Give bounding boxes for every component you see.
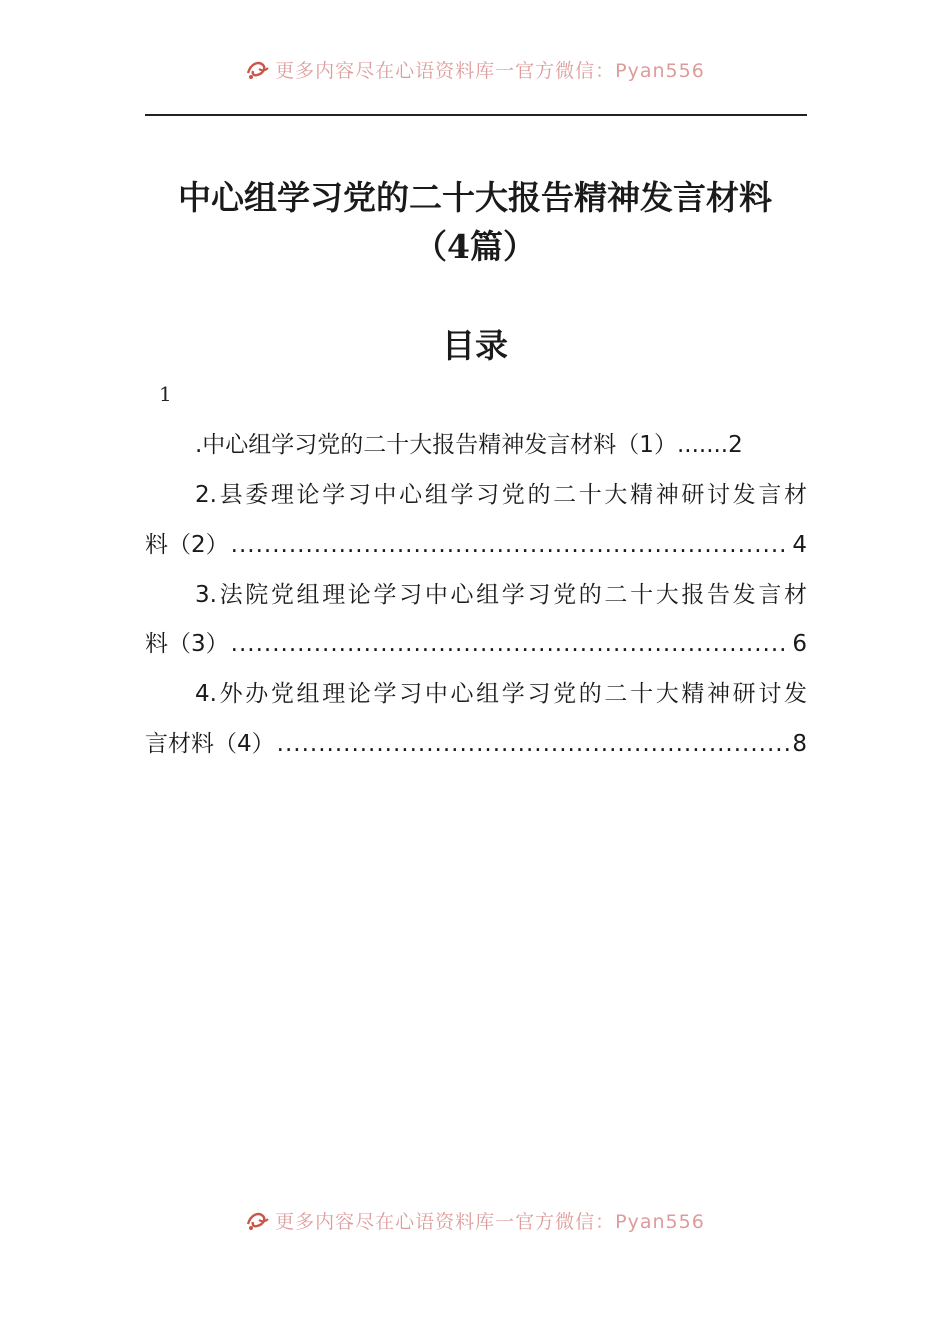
header-watermark [0, 56, 950, 83]
document-title: 中心组学习党的二十大报告精神发言材料 [178, 178, 772, 217]
footer-watermark-text: 更多内容尽在心语资料库一官方微信：Pyan556 [275, 1211, 705, 1233]
toc-leader-dots [277, 729, 791, 759]
toc-entry-4-text: 4.外办党组理论学习中心组学习党的二十大精神研讨发 [195, 681, 807, 707]
logo-icon [245, 1210, 271, 1232]
toc-leader-dots [231, 629, 791, 659]
toc-entry-3[interactable] [195, 580, 807, 610]
header-watermark-text: 更多内容尽在心语资料库一官方微信：Pyan556 [275, 60, 705, 82]
document-title-count: （4篇） [414, 227, 536, 266]
toc-entry-2-text: 2.县委理论学习中心组学习党的二十大精神研讨发言材 [195, 482, 807, 508]
toc-entry-1[interactable] [195, 430, 743, 460]
toc-entry-2-text-cont: 料（2） [145, 532, 229, 558]
toc-entry-4-cont[interactable] [145, 729, 807, 759]
toc-entry-4[interactable] [195, 679, 807, 709]
toc-entry-3-cont[interactable] [145, 629, 807, 659]
toc-entry-2[interactable] [195, 480, 807, 510]
logo-icon [245, 59, 271, 81]
toc-entry-3-page: 6 [792, 631, 807, 657]
toc-entry-4-page: 8 [792, 731, 807, 757]
toc-entry-3-text-cont: 料（3） [145, 631, 229, 657]
toc-entry-4-text-cont: 言材料（4） [145, 731, 275, 757]
toc-entry-2-page: 4 [792, 532, 807, 558]
toc-leader-dots [231, 530, 791, 560]
toc-entry-1-text: .中心组学习党的二十大报告精神发言材料（1）.......2 [195, 432, 743, 458]
toc-entry-2-cont[interactable] [145, 530, 807, 560]
footer-watermark [0, 1207, 950, 1234]
toc-entry-3-text: 3.法院党组理论学习中心组学习党的二十大报告发言材 [195, 582, 807, 608]
toc-heading: 目录 [442, 326, 508, 365]
header-rule [145, 114, 807, 116]
stray-number: 1 [159, 382, 172, 406]
